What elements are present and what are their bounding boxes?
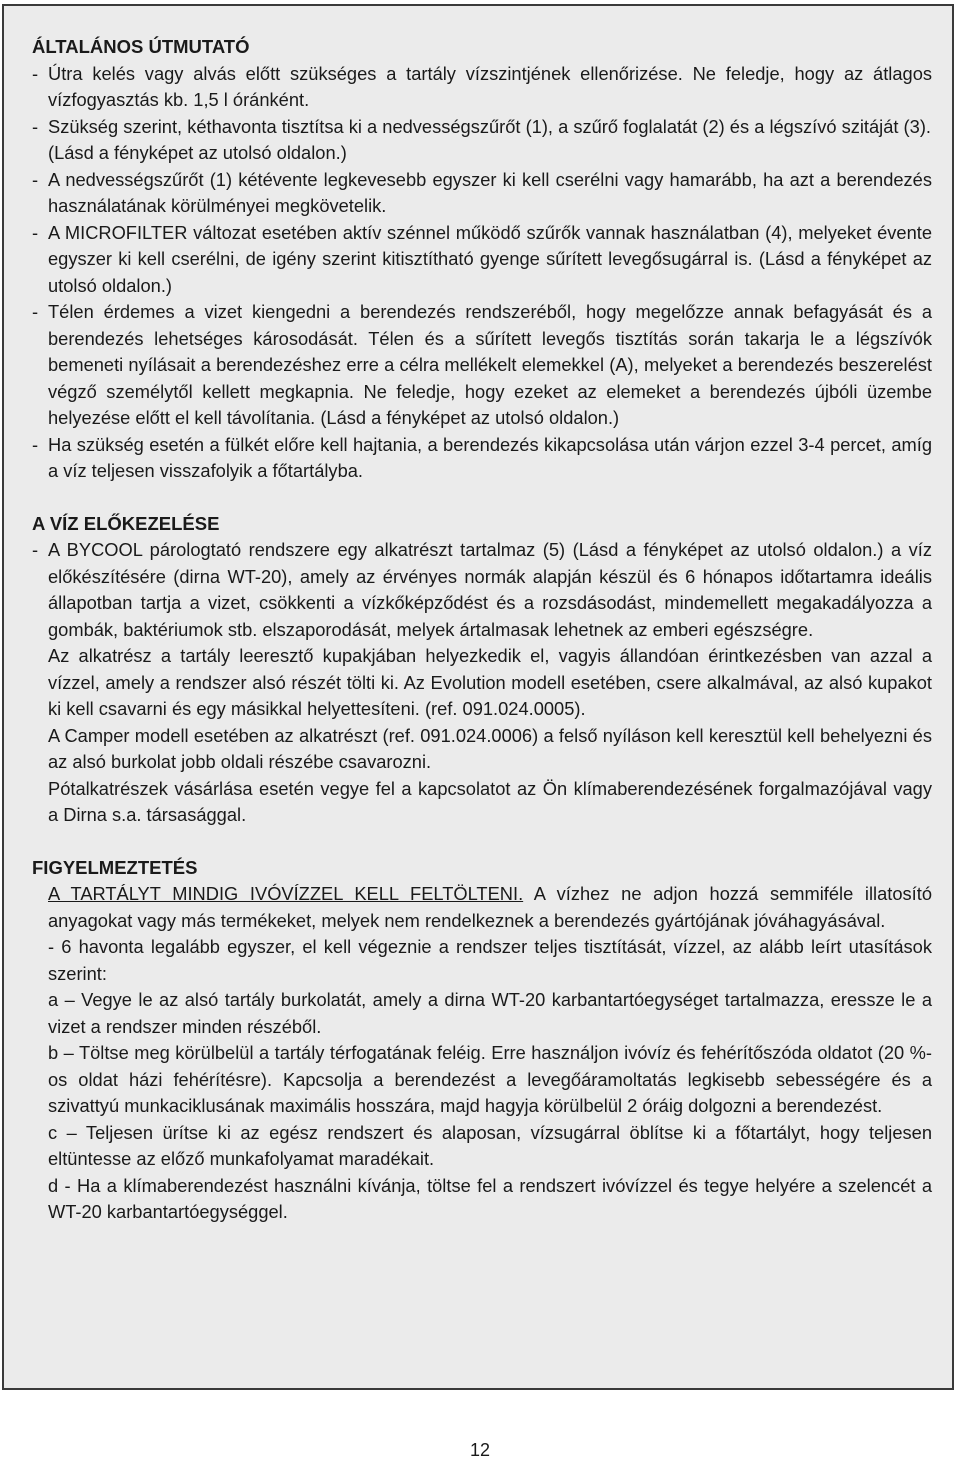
list-item: - Útra kelés vagy alvás előtt szükséges a tartály vízszintjének ellenőrizése. Ne feledje, hogy az átlagos vízfogyasztás kb. 1,5 l óránként. <box>32 62 932 110</box>
section-heading: A VÍZ ELŐKEZELÉSE <box>32 512 220 534</box>
paragraph: Az alkatrész a tartály leeresztő kupakjában helyezkedik el, vagyis állandóan érintkezésben van azzal a vízzel, amely a rendszer alsó részét tölti ki. Az Evolution modell esetében, csere alkalmával, az alsó kupakot ki kell csavarni és egy másikkal helyettesíteni. (ref. 091.024.0005). <box>48 645 932 719</box>
warning-intro: A TARTÁLYT MINDIG IVÓVÍZZEL KELL FELTÖLTENI. A vízhez ne adjon hozzá semmiféle illatosító anyagokat vagy más termékeket, melyek nem rendelkeznek a berendezés gyártójának jóváhagyásával. <box>48 883 932 931</box>
step-b: b – Töltse meg körülbelül a tartály térfogatának feléig. Erre használjon ivóvíz és fehérítőszóda oldatot (20 %-os oldat házi fehérítésre). Kapcsolja a berendezést a levegőáramoltatás legkisebb sebességére és a szivattyú munkaciklusának maximális hosszára, majd hagyja körülbelül 2 óráig dolgozni a berendezést. <box>48 1042 932 1116</box>
list-item: - A MICROFILTER változat esetében aktív szénnel működő szűrők vannak használatban (4), melyeket évente egyszer ki kell cserélni, de igény szerint kitisztítható gyenge sűrített levegősugárral is. (Lásd a fényképet az utolsó oldalon.) <box>32 221 932 296</box>
step-a: a – Vegye le az alsó tartály burkolatát, amely a dirna WT-20 karbantartóegységet tartalmazza, eressze le a vizet a rendszer minden részéből. <box>48 989 932 1037</box>
paragraph: A Camper modell esetében az alkatrészt (ref. 091.024.0006) a felső nyíláson kell keresztül kell behelyezni és az alsó burkolat jobb oldali részébe csavarozni. <box>48 724 932 772</box>
section-heading: ÁLTALÁNOS ÚTMUTATÓ <box>32 36 250 57</box>
step-d: d - Ha a klímaberendezést használni kívánja, töltse fel a rendszert ivóvízzel és tegye helyére a szelencét a WT-20 karbantartóegységgel. <box>48 1174 932 1222</box>
section-heading: FIGYELMEZTETÉS <box>32 856 198 878</box>
paragraph: Pótalkatrészek vásárlása esetén vegye fel a kapcsolatot az Ön klímaberendezésének forgalmazójával vagy a Dirna s.a. társasággal. <box>48 777 932 825</box>
content-panel <box>2 4 954 1390</box>
list-item: - Ha szükség esetén a fülkét előre kell hajtania, a berendezés kikapcsolása után várjon ezzel 3-4 percet, amíg a víz teljesen visszafolyik a főtartályba. <box>32 433 932 481</box>
list-item: - A BYCOOL párologtató rendszere egy alkatrészt tartalmaz (5) (Lásd a fényképet az utolsó oldalon.) a víz előkészítésére (dirna WT-20), amely az érvényes normák alapján készül és 6 hónapos időtartamra ideális állapotban tartja a vizet, csökkenti a vízkőképződést és a rozsdásodást, mindemellett megakadályozza a gombák, baktériumok stb. elszaporodását, melyek ártalmasak lehetnek az emberi egészségre. <box>32 539 932 640</box>
section-water-pretreatment <box>32 511 932 829</box>
step-c: c – Teljesen ürítse ki az egész rendszert és alaposan, vízsugárral öblítse ki a főtartályt, hogy teljesen eltüntesse az előző munkafolyamat maradékait. <box>48 1121 932 1169</box>
section-warning <box>32 855 932 1226</box>
warning-emphasis: A TARTÁLYT MINDIG IVÓVÍZZEL KELL FELTÖLTENI. <box>48 883 524 904</box>
list-item: - Szükség szerint, kéthavonta tisztítsa ki a nedvességszűrőt (1), a szűrő foglalatát (2) és a légszívó szitáját (3). <box>32 115 931 137</box>
photo-reference-note: (Lásd a fényképet az utolsó oldalon.) <box>48 142 347 163</box>
page-number: 12 <box>469 1440 491 1460</box>
document-body <box>32 34 932 1226</box>
paragraph: - 6 havonta legalább egyszer, el kell végeznie a rendszer teljes tisztítását, vízzel, az alább leírt utasítások szerint: <box>48 936 932 984</box>
list-item: - Télen érdemes a vizet kiengedni a berendezés rendszeréből, hogy megelőzze annak befagyását és a berendezés lehetséges károsodását. Télen és a sűrített levegős tisztítás során takarja le a légszívók bemeneti nyílásait a berendezéshez erre a célra mellékelt elemekkel (A), melyeket a berendezés beszerelést végző személytől kellett megkapnia. Ne feledje, hogy ezeket az elemeket a berendezés újbóli üzembe helyezése előtt el kell távolítania. (Lásd a fényképet az utolsó oldalon.) <box>32 301 932 428</box>
list-item: - A nedvességszűrőt (1) kétévente legkevesebb egyszer ki kell cserélni vagy hamarább, ha azt a berendezés használatának körülményei megkövetelik. <box>32 168 932 216</box>
section-general <box>32 34 932 485</box>
